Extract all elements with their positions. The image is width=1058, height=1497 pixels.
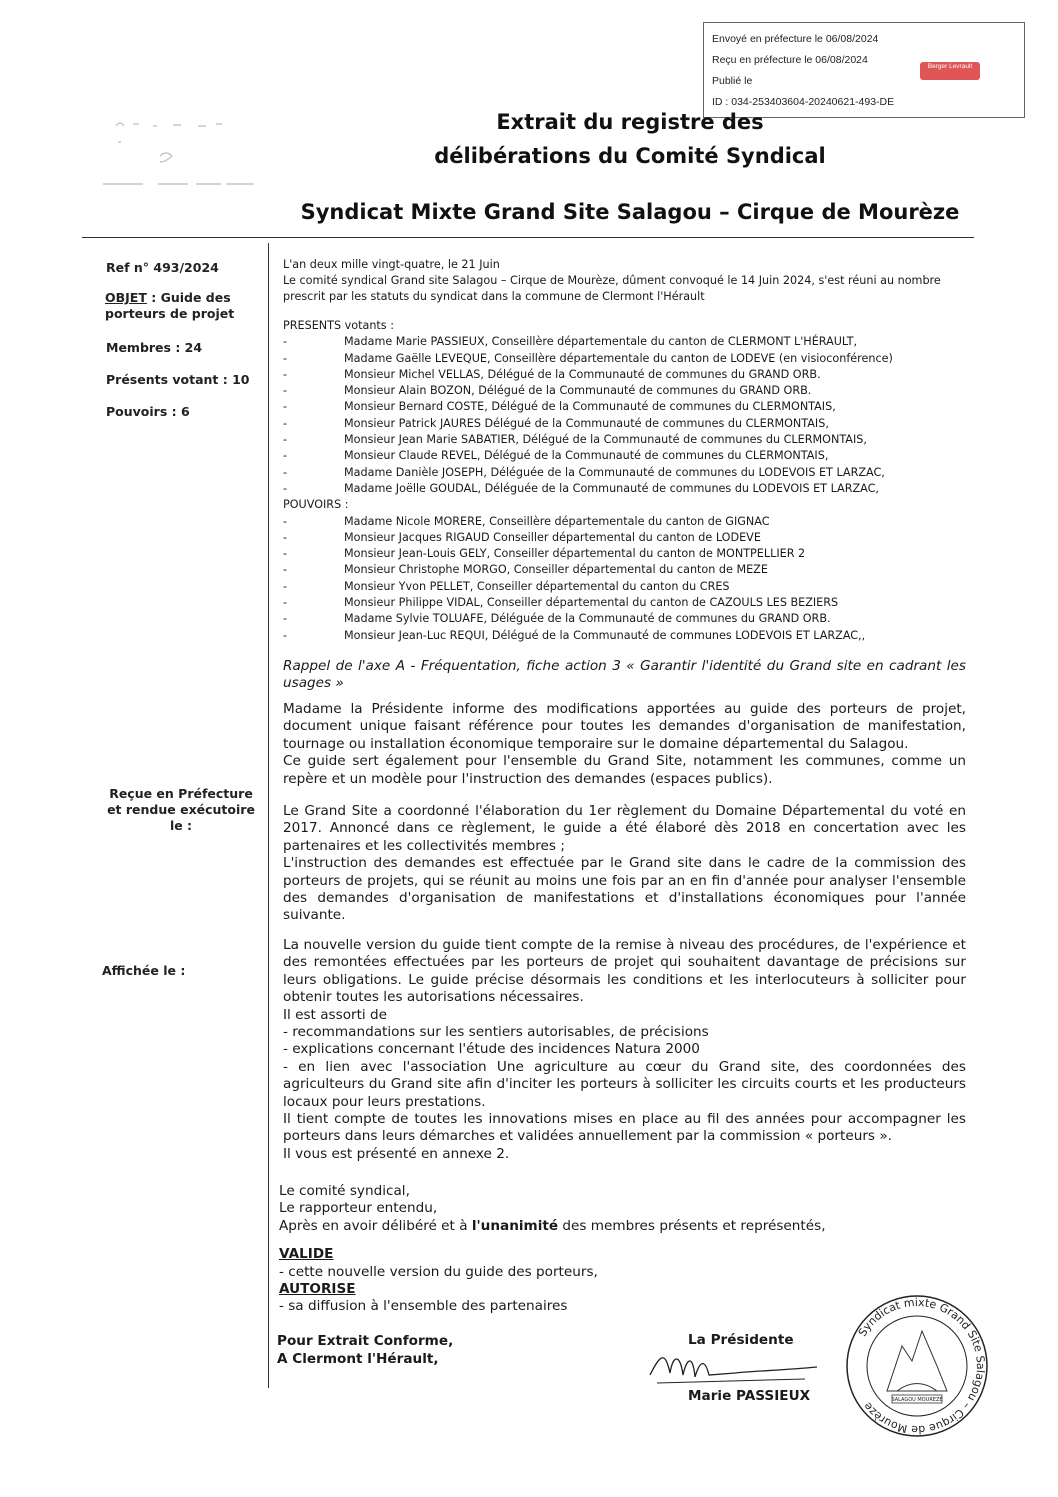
bullet-dash: - bbox=[283, 481, 288, 495]
present-member-text: Madame Joëlle GOUDAL, Déléguée de la Communauté de communes du LODEVOIS ET LARZAC, bbox=[344, 481, 879, 495]
pouvoir-member bbox=[283, 611, 983, 627]
objet-label: OBJET bbox=[105, 290, 147, 305]
closing-line: Après en avoir délibéré et à l'unanimité des membres présents et représentés, bbox=[279, 1217, 826, 1234]
paragraph-line: Madame la Présidente informe des modifications apportées au guide des porteurs de projet, document unique faisant référence pour toutes les demandes d'organisation de manifestation, tournage ou installation économique temporaire sur le domaine départemental du Salagou. bbox=[283, 701, 966, 752]
paragraph-line: Il tient compte de toutes les innovations mises en place au fil des années pour accompagner les porteurs dans leurs démarches et validées annuellement par la commission « porteurs ». bbox=[283, 1111, 966, 1145]
pouvoir-member bbox=[283, 530, 983, 546]
pouvoir-member-text: Madame Nicole MORERE, Conseillère départementale du canton de GIGNAC bbox=[344, 514, 770, 528]
pouvoir-member-text: Madame Sylvie TOLUAFE, Déléguée de la Communauté de communes du GRAND ORB. bbox=[344, 612, 831, 626]
present-member-text: Madame Marie PASSIEUX, Conseillère départementale du canton de CLERMONT L'HÉRAULT, bbox=[344, 335, 858, 349]
syndicate-name: Syndicat Mixte Grand Site Salagou – Cirque de Mourèze bbox=[300, 200, 960, 224]
stamp-sent: Envoyé en préfecture le 06/08/2024 bbox=[712, 33, 879, 45]
present-member bbox=[283, 367, 983, 383]
pouvoir-member-text: Monsieur Jean-Luc REQUI, Délégué de la Communauté de communes LODEVOIS ET LARZAC,, bbox=[344, 628, 866, 642]
present-member bbox=[283, 416, 983, 432]
presents-count: Présents votant : 10 bbox=[106, 372, 250, 387]
paragraph-line: Ce guide sert également pour l'ensemble du Grand Site, notamment les communes, comme un repère et un modèle pour l'instruction des demandes (espaces publics). bbox=[283, 753, 966, 787]
paragraph-guide bbox=[283, 701, 966, 788]
present-member bbox=[283, 351, 983, 367]
paragraph-line: Le Grand Site a coordonné l'élaboration du 1er règlement du Domaine Départemental du voté en 2017. Annoncé dans ce règlement, le guide a été élaboré dès 2018 en concertation avec les partenaires et les collectivités membres ; bbox=[283, 803, 966, 854]
bullet-dash: - bbox=[283, 367, 288, 381]
intro bbox=[283, 257, 983, 305]
pouvoirs-list bbox=[283, 514, 983, 644]
present-member-text: Monsieur Patrick JAURES Délégué de la Communauté de communes du CLERMONTAIS, bbox=[344, 416, 829, 430]
bullet-dash: - bbox=[283, 433, 288, 447]
objet-text: : Guide des porteurs de projet bbox=[105, 290, 235, 321]
svg-text:SALAGOU MOUREZE: SALAGOU MOUREZE bbox=[891, 1397, 943, 1403]
svg-text:Syndicat mixte Grand Site Sala: Syndicat mixte Grand Site Salagou – Cirque de Mourèze bbox=[855, 1295, 988, 1437]
paragraph-line: - explications concernant l'étude des incidences Natura 2000 bbox=[283, 1041, 700, 1058]
bullet-dash: - bbox=[283, 351, 288, 365]
bullet-dash: - bbox=[283, 596, 288, 610]
rappel-axe: Rappel de l'axe A - Fréquentation, fiche action 3 « Garantir l'identité du Grand site en cadrant les usages » bbox=[283, 658, 966, 692]
bullet-dash: - bbox=[283, 547, 288, 561]
bullet-dash: - bbox=[283, 514, 288, 528]
paragraph-line: Il est assorti de bbox=[283, 1006, 388, 1023]
berger-levrault-logo: Berger Levrault bbox=[920, 62, 980, 80]
intro-convocation: Le comité syndical Grand site Salagou – Cirque de Mourèze, dûment convoqué le 14 Juin 2024, s'est réuni au nombre prescrit par les statuts du syndicat dans la commune de Clermont l'Hérault bbox=[283, 274, 941, 303]
extrait-conforme: Pour Extrait Conforme, A Clermont l'Hérault, bbox=[277, 1333, 454, 1367]
paragraph-line: - en lien avec l'association Une agriculture au cœur du Grand site, des coordonnées des agriculteurs du Grand site afin d'inciter les porteurs à solliciter les circuits courts et les producteurs locaux pour leurs prestations. bbox=[283, 1058, 966, 1110]
present-member-text: Monsieur Claude REVEL, Délégué de la Communauté de communes du CLERMONTAIS, bbox=[344, 449, 829, 463]
present-member bbox=[283, 465, 983, 481]
pouvoir-member-text: Monsieur Yvon PELLET, Conseiller départemental du canton du CRES bbox=[344, 579, 730, 593]
bullet-dash: - bbox=[283, 465, 288, 479]
stamp-received: Reçu en préfecture le 06/08/2024 bbox=[712, 54, 868, 66]
objet bbox=[105, 290, 255, 322]
attendees bbox=[283, 318, 983, 644]
bullet-dash: - bbox=[283, 384, 288, 398]
bullet-dash: - bbox=[283, 628, 288, 642]
pouvoir-member bbox=[283, 514, 983, 530]
unanimite: l'unanimité bbox=[471, 1217, 559, 1234]
paragraph-line: L'instruction des demandes est effectuée par le Grand site dans le cadre de la commission des porteurs de projets, qui se réunit au moins une fois par an en fin d'année pour analyser l'ensemble des demandes d'organisation de manifestations et d'installations économiques pour l'année suivante. bbox=[283, 855, 966, 924]
pouvoir-member-text: Monsieur Jacques RIGAUD Conseiller départemental du canton de LODEVE bbox=[344, 530, 761, 544]
prefecture-stamp bbox=[703, 22, 1025, 118]
bullet-dash: - bbox=[283, 416, 288, 430]
present-member bbox=[283, 432, 983, 448]
bullet-dash: - bbox=[283, 563, 288, 577]
present-member-text: Monsieur Alain BOZON, Délégué de la Communauté de communes du GRAND ORB. bbox=[344, 384, 812, 398]
valide-label: VALIDE bbox=[279, 1246, 334, 1263]
pouvoir-member-text: Monsieur Christophe MORGO, Conseiller départemental du canton de MEZE bbox=[344, 563, 768, 577]
bullet-dash: - bbox=[283, 400, 288, 414]
present-member bbox=[283, 481, 983, 497]
present-member bbox=[283, 383, 983, 399]
present-member-text: Monsieur Michel VELLAS, Délégué de la Communauté de communes du GRAND ORB. bbox=[344, 367, 821, 381]
pouvoir-member bbox=[283, 546, 983, 562]
pouvoir-member bbox=[283, 595, 983, 611]
title-line-2: délibérations du Comité Syndical bbox=[434, 144, 826, 168]
official-seal bbox=[842, 1291, 992, 1441]
presents-list bbox=[283, 334, 983, 497]
present-member-text: Madame Danièle JOSEPH, Déléguée de la Communauté de communes du LODEVOIS ET LARZAC, bbox=[344, 465, 885, 479]
present-member-text: Monsieur Jean Marie SABATIER, Délégué de la Communauté de communes du CLERMONTAIS, bbox=[344, 433, 867, 447]
pouvoir-member-text: Monsieur Jean-Louis GELY, Conseiller départemental du canton de MONTPELLIER 2 bbox=[344, 547, 806, 561]
signatory-role: La Présidente bbox=[688, 1332, 794, 1348]
paragraph-nouvelle-version bbox=[283, 937, 966, 1163]
autorise-label: AUTORISE bbox=[279, 1281, 356, 1298]
affichee-le: Affichée le : bbox=[102, 963, 186, 978]
ref-number: Ref n° 493/2024 bbox=[106, 260, 219, 275]
pouvoir-member bbox=[283, 628, 983, 644]
signatory-name: Marie PASSIEUX bbox=[688, 1388, 811, 1404]
header-divider bbox=[82, 237, 974, 238]
pouvoir-member-text: Monsieur Philippe VIDAL, Conseiller départemental du canton de CAZOULS LES BEZIERS bbox=[344, 596, 839, 610]
pouvoirs-count: Pouvoirs : 6 bbox=[106, 404, 190, 419]
recue-prefecture: Reçue en Préfecture et rendue exécutoire le : bbox=[107, 786, 255, 833]
column-divider bbox=[268, 243, 269, 1388]
bullet-dash: - bbox=[283, 612, 288, 626]
membres: Membres : 24 bbox=[106, 340, 203, 355]
paragraph-line: La nouvelle version du guide tient compte de la remise à niveau des procédures, de l'expérience et des remontées effectuées par les porteurs de projet qui souhaitent davantage de précisions sur leurs obligations. Le guide précise désormais les conditions et les interlocuteurs à solliciter pour obtenir toutes les autorisations nécessaires. bbox=[283, 937, 966, 1006]
valide-text: - cette nouvelle version du guide des porteurs, bbox=[279, 1263, 598, 1280]
present-member-text: Madame Gaëlle LEVEQUE, Conseillère départementale du canton de LODEVE (en visioconférence) bbox=[344, 351, 893, 365]
closing-line: Le rapporteur entendu, bbox=[279, 1200, 438, 1217]
title-line-1: Extrait du registre des bbox=[496, 110, 764, 134]
paragraph-reglement bbox=[283, 803, 966, 925]
handwritten-signature bbox=[645, 1345, 820, 1390]
intro-date: L'an deux mille vingt-quatre, le 21 Juin bbox=[283, 258, 500, 271]
pouvoir-member bbox=[283, 562, 983, 578]
pouvoir-member bbox=[283, 579, 983, 595]
bullet-dash: - bbox=[283, 579, 288, 593]
bullet-dash: - bbox=[283, 530, 288, 544]
pouvoirs-label: POUVOIRS : bbox=[283, 498, 349, 512]
presents-label: PRESENTS votants : bbox=[283, 319, 394, 332]
paragraph-line: Il vous est présenté en annexe 2. bbox=[283, 1145, 510, 1162]
present-member bbox=[283, 334, 983, 350]
stamp-id: ID : 034-253403604-20240621-493-DE bbox=[712, 96, 895, 108]
present-member bbox=[283, 399, 983, 415]
closing-line: Le comité syndical, bbox=[279, 1183, 410, 1199]
present-member bbox=[283, 448, 983, 464]
present-member-text: Monsieur Bernard COSTE, Délégué de la Communauté de communes du CLERMONTAIS, bbox=[344, 400, 836, 414]
stamp-published: Publié le bbox=[712, 75, 753, 87]
bullet-dash: - bbox=[283, 449, 288, 463]
organization-logo bbox=[98, 112, 258, 192]
bullet-dash: - bbox=[283, 335, 288, 349]
autorise-text: - sa diffusion à l'ensemble des partenaires bbox=[279, 1298, 568, 1315]
paragraph-line: - recommandations sur les sentiers autorisables, de précisions bbox=[283, 1024, 709, 1041]
